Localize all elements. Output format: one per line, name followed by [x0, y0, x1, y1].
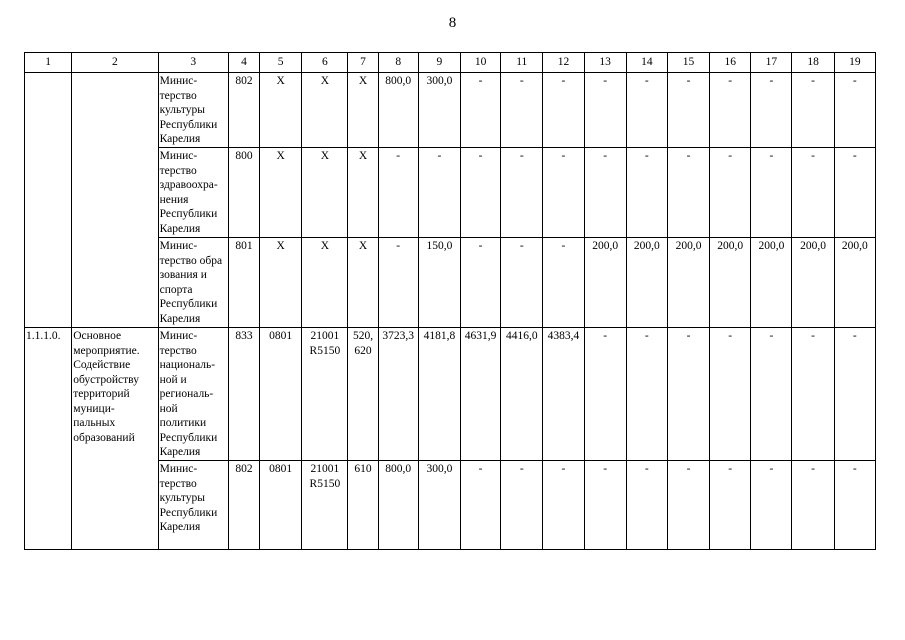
- cell-value: -: [834, 73, 875, 148]
- cell-value: 800,0: [378, 461, 418, 550]
- cell-executor: Минис- терство культуры Республики Карелия: [158, 73, 228, 148]
- cell-value: 801: [228, 238, 259, 328]
- cell-value: 4383,4: [543, 328, 584, 461]
- cell-value: 200,0: [584, 238, 626, 328]
- col-header: 13: [584, 53, 626, 73]
- cell-value: X: [302, 148, 348, 238]
- cell-value: -: [543, 461, 584, 550]
- cell-value: 0801: [260, 461, 302, 550]
- cell-executor: Минис- терство здравоохра- нения Республики Карелия: [158, 148, 228, 238]
- cell-value: -: [378, 238, 418, 328]
- cell-value: -: [751, 328, 792, 461]
- cell-value: 21001 R5150: [302, 328, 348, 461]
- col-header: 17: [751, 53, 792, 73]
- cell-value: -: [501, 148, 543, 238]
- cell-value: 3723,3: [378, 328, 418, 461]
- cell-value: 4181,8: [418, 328, 460, 461]
- table-row: [25, 328, 876, 461]
- cell-value: X: [302, 238, 348, 328]
- cell-value: 802: [228, 73, 259, 148]
- budget-table: [24, 52, 876, 550]
- cell-value: 21001 R5150: [302, 461, 348, 550]
- cell-value: -: [584, 461, 626, 550]
- cell-value: 300,0: [418, 461, 460, 550]
- col-header: 2: [72, 53, 158, 73]
- cell-value: X: [260, 148, 302, 238]
- cell-value: -: [834, 148, 875, 238]
- cell-value: -: [460, 148, 500, 238]
- cell-value: -: [543, 238, 584, 328]
- cell-value: -: [626, 73, 667, 148]
- cell-value: 300,0: [418, 73, 460, 148]
- col-header: 16: [710, 53, 751, 73]
- cell-executor: Минис- терство обра зования и спорта Республики Карелия: [158, 238, 228, 328]
- col-header: 5: [260, 53, 302, 73]
- column-number-row: [25, 53, 876, 73]
- col-header: 14: [626, 53, 667, 73]
- cell-value: 802: [228, 461, 259, 550]
- cell-code: 1.1.1.0.: [25, 328, 72, 550]
- col-header: 6: [302, 53, 348, 73]
- cell-value: -: [501, 73, 543, 148]
- cell-value: -: [792, 148, 834, 238]
- col-header: 19: [834, 53, 875, 73]
- col-header: 18: [792, 53, 834, 73]
- cell-value: -: [834, 461, 875, 550]
- cell-value: 4631,9: [460, 328, 500, 461]
- cell-value: X: [260, 238, 302, 328]
- cell-value: 833: [228, 328, 259, 461]
- cell-value: -: [584, 148, 626, 238]
- cell-value: -: [710, 461, 751, 550]
- cell-value: 200,0: [834, 238, 875, 328]
- cell-value: -: [626, 461, 667, 550]
- col-header: 1: [25, 53, 72, 73]
- cell-value: -: [626, 328, 667, 461]
- cell-value: -: [501, 461, 543, 550]
- cell-value: 200,0: [667, 238, 709, 328]
- cell-value: 800: [228, 148, 259, 238]
- cell-measure: [72, 73, 158, 328]
- cell-value: X: [260, 73, 302, 148]
- cell-value: -: [584, 328, 626, 461]
- page-number: 8: [448, 15, 457, 31]
- cell-value: -: [378, 148, 418, 238]
- col-header: 9: [418, 53, 460, 73]
- cell-measure: Основное мероприятие. Содействие обустройству территорий муници- пальных образований: [72, 328, 158, 550]
- col-header: 10: [460, 53, 500, 73]
- cell-value: -: [751, 148, 792, 238]
- cell-value: -: [626, 148, 667, 238]
- col-header: 4: [228, 53, 259, 73]
- cell-value: 800,0: [378, 73, 418, 148]
- cell-value: 610: [348, 461, 378, 550]
- cell-value: -: [710, 73, 751, 148]
- cell-value: -: [834, 328, 875, 461]
- cell-value: X: [348, 148, 378, 238]
- cell-value: 200,0: [751, 238, 792, 328]
- col-header: 7: [348, 53, 378, 73]
- cell-value: 200,0: [710, 238, 751, 328]
- cell-value: -: [584, 73, 626, 148]
- cell-value: 4416,0: [501, 328, 543, 461]
- cell-code: [25, 73, 72, 328]
- cell-value: -: [792, 328, 834, 461]
- cell-value: -: [418, 148, 460, 238]
- cell-value: X: [348, 73, 378, 148]
- cell-value: X: [348, 238, 378, 328]
- cell-value: -: [710, 148, 751, 238]
- cell-value: 200,0: [626, 238, 667, 328]
- cell-value: 150,0: [418, 238, 460, 328]
- col-header: 8: [378, 53, 418, 73]
- cell-value: -: [460, 238, 500, 328]
- cell-value: -: [751, 461, 792, 550]
- cell-executor: Минис- терство культуры Республики Карелия: [158, 461, 228, 550]
- cell-value: -: [501, 238, 543, 328]
- cell-value: X: [302, 73, 348, 148]
- cell-value: -: [792, 73, 834, 148]
- cell-value: 520, 620: [348, 328, 378, 461]
- cell-value: -: [460, 461, 500, 550]
- col-header: 3: [158, 53, 228, 73]
- col-header: 15: [667, 53, 709, 73]
- table-row: [25, 73, 876, 148]
- cell-value: 200,0: [792, 238, 834, 328]
- cell-value: -: [667, 461, 709, 550]
- cell-value: -: [667, 73, 709, 148]
- cell-value: -: [460, 73, 500, 148]
- col-header: 12: [543, 53, 584, 73]
- cell-executor: Минис- терство националь- ной и региональ- ной политики Республики Карелия: [158, 328, 228, 461]
- cell-value: -: [667, 328, 709, 461]
- cell-value: -: [792, 461, 834, 550]
- cell-value: -: [751, 73, 792, 148]
- col-header: 11: [501, 53, 543, 73]
- cell-value: 0801: [260, 328, 302, 461]
- cell-value: -: [543, 73, 584, 148]
- cell-value: -: [667, 148, 709, 238]
- cell-value: -: [543, 148, 584, 238]
- cell-value: -: [710, 328, 751, 461]
